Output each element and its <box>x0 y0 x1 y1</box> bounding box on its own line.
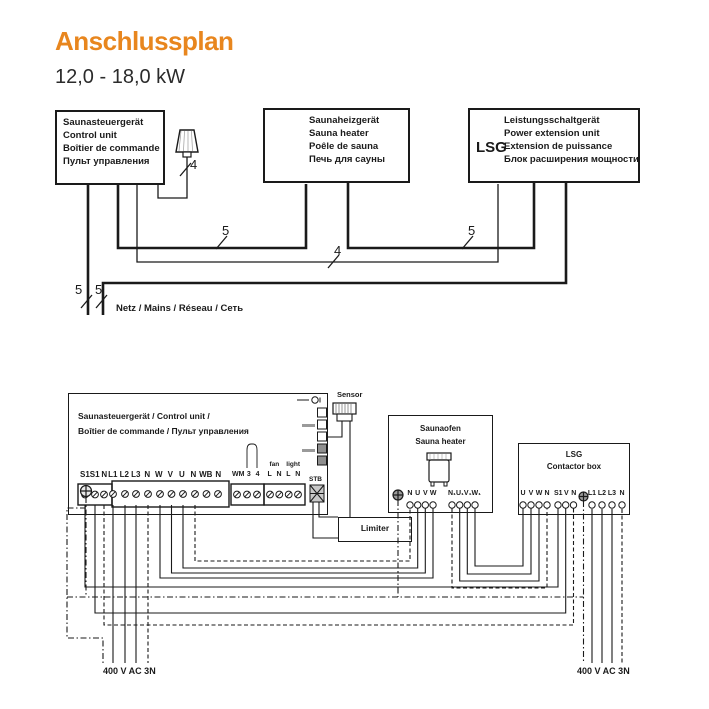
terminal-label: 3 <box>246 471 251 478</box>
label-line: Extension de puissance <box>504 141 613 153</box>
label-line: Пульт управления <box>63 156 150 168</box>
terminal-label: V₁ <box>463 490 472 497</box>
lsg-box-top <box>468 108 640 183</box>
terminal-label: V <box>563 490 569 497</box>
top-wires-thick <box>88 182 566 315</box>
sauna-heater-en-label: Sauna heater <box>415 437 466 446</box>
control-unit-labels <box>63 116 160 168</box>
terminal-label: W <box>429 490 437 497</box>
terminal-label: L <box>267 471 272 478</box>
mains-right-label: 400 V AC 3N <box>577 666 630 676</box>
terminal-label: N <box>544 490 550 497</box>
page-title: Anschlussplan <box>55 26 234 56</box>
terminal-label: WM <box>232 471 245 478</box>
terminal-label: S1 <box>89 470 100 479</box>
terminal-label: S1 <box>80 470 90 479</box>
lamp-icon <box>176 130 198 157</box>
wire-label-cu-heater: 5 <box>222 223 230 238</box>
strip1-labels <box>80 470 109 479</box>
terminal-label: L3 <box>131 470 141 479</box>
terminal-label: N <box>571 490 577 497</box>
stb-label: STB <box>309 476 322 483</box>
terminal-label: S1 <box>554 490 563 497</box>
terminal-label: L3 <box>607 490 617 497</box>
terminal-label: N <box>101 470 108 479</box>
terminal-group-label: fan <box>269 461 280 468</box>
terminal-label: L <box>286 471 291 478</box>
sauna-heater-box-top <box>263 108 410 183</box>
terminal-label: 4 <box>255 471 260 478</box>
lsg-terms3-labels <box>587 490 627 497</box>
sauna-heater-labels <box>309 114 385 166</box>
terminal-label: L1 <box>108 470 118 479</box>
terminal-label: U₁ <box>455 490 464 497</box>
terminal-label: U <box>415 490 421 497</box>
terminal-label: W <box>155 470 163 479</box>
terminal-label: V <box>167 470 173 479</box>
mains-label: Netz / Mains / Réseau / Сеть <box>116 303 244 314</box>
lsg-abbr: LSG <box>476 139 507 156</box>
wire-label-lamp: 4 <box>190 157 198 172</box>
strip4-labels <box>265 471 303 478</box>
lsg-terms1-labels <box>519 490 551 497</box>
sensor-label: Sensor <box>337 390 363 399</box>
label-line: Sauna heater <box>309 128 369 140</box>
saunaofen-label: Saunaofen <box>420 424 461 433</box>
terminal-label: N₁ <box>448 490 456 497</box>
label-line: Saunasteuergerät <box>63 117 144 128</box>
lsg-bottom-abbr: LSG <box>565 450 583 459</box>
heater-terms2-labels <box>448 490 479 497</box>
control-unit-title-1: Saunasteuergerät / Control unit / <box>78 411 210 421</box>
label-line: Boîtier de commande <box>63 143 160 155</box>
label-line: Control unit <box>63 130 117 142</box>
terminal-label: V <box>423 490 428 497</box>
terminal-label: N <box>190 470 197 479</box>
label-line: Печь для сауны <box>309 154 385 166</box>
lsg-labels <box>504 114 639 166</box>
terminal-label: N <box>144 470 151 479</box>
strip3-labels <box>232 471 262 478</box>
lsg-terms2-labels <box>554 490 578 497</box>
label-line: Power extension unit <box>504 128 600 140</box>
terminal-label: U <box>178 470 185 479</box>
wire-label-mains-a: 5 <box>75 282 83 297</box>
power-range-subtitle: 12,0 - 18,0 kW <box>55 66 186 88</box>
sensor-icon <box>333 403 356 421</box>
terminal-label: U <box>520 490 526 497</box>
terminal-label: N <box>619 490 625 497</box>
label-line: Poêle de sauna <box>309 141 379 153</box>
terminal-label: N <box>276 471 282 478</box>
wire-label-heater-lsg: 5 <box>468 223 476 238</box>
terminal-group-label: light <box>286 461 300 468</box>
mains-left-label: 400 V AC 3N <box>103 666 156 676</box>
wire-label-cu-lsg: 4 <box>334 243 342 258</box>
contactor-box-label: Contactor box <box>546 462 602 471</box>
limiter-box: Limiter <box>338 517 412 542</box>
terminal-label: V <box>528 490 534 497</box>
terminal-label: N <box>295 471 301 478</box>
control-unit-title-2: Boîtier de commande / Пульт управления <box>78 426 249 436</box>
label-line: Блок расширения мощности <box>504 154 639 166</box>
terminal-label: L1 <box>587 490 597 497</box>
terminal-label: L2 <box>597 490 607 497</box>
terminal-label: N <box>215 470 222 479</box>
bottom-wires-earth <box>67 497 584 663</box>
label-line: Leistungsschaltgerät <box>504 115 600 126</box>
strip4-group-labels <box>265 461 303 468</box>
control-unit-box-top <box>55 110 165 185</box>
terminal-label: W₁ <box>471 490 481 497</box>
terminal-label: W <box>535 490 543 497</box>
label-line: Saunaheizgerät <box>309 115 380 126</box>
terminal-label: N <box>407 490 413 497</box>
heater-terms1-labels <box>406 490 437 497</box>
wire-label-mains-b: 5 <box>95 282 103 297</box>
terminal-label: WB <box>199 470 213 479</box>
strip2-labels <box>107 470 224 479</box>
terminal-label: L2 <box>119 470 129 479</box>
